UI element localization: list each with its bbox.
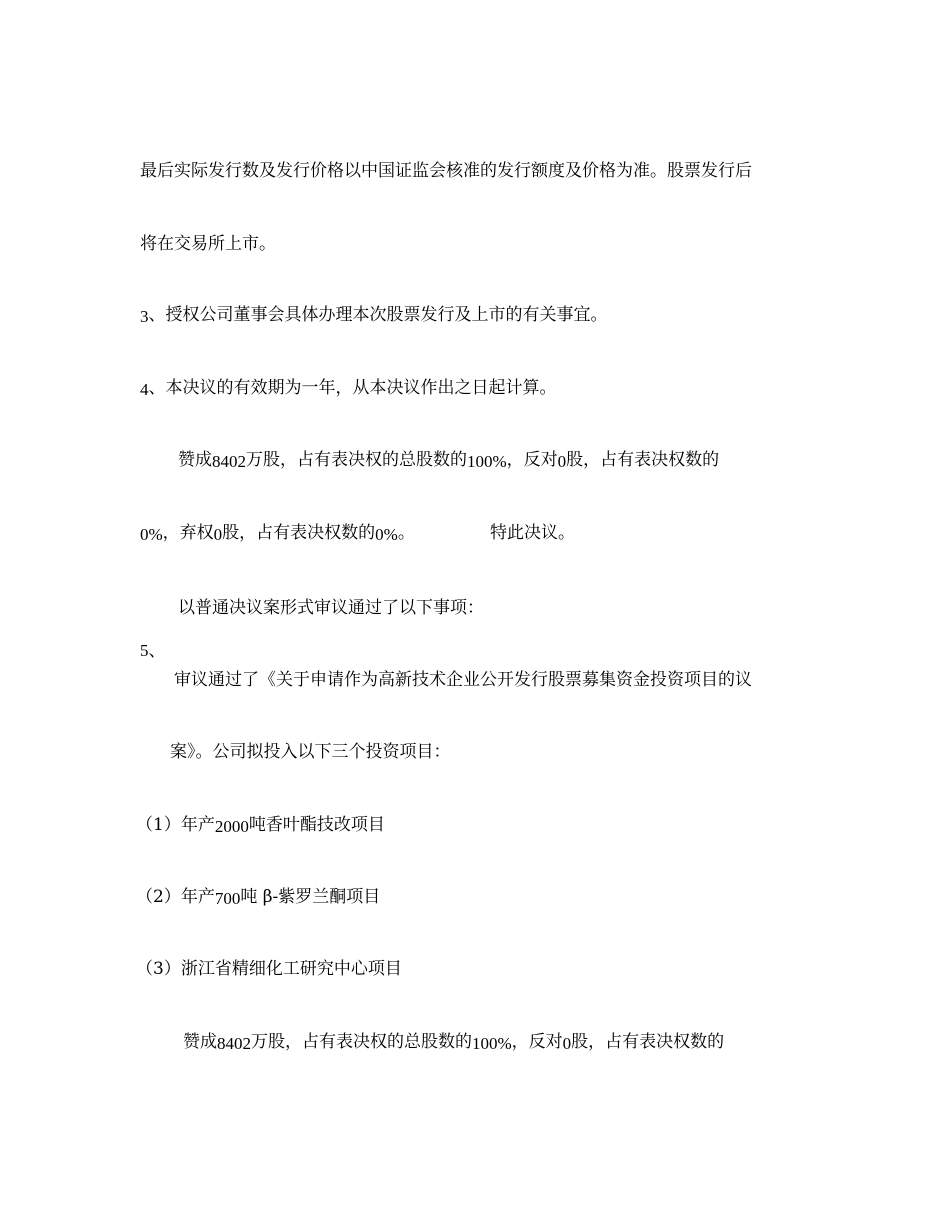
number-span: 100% bbox=[472, 1034, 512, 1053]
item-number: 3 bbox=[140, 307, 149, 326]
text-span: （1）年产 bbox=[136, 815, 215, 835]
text-span: 吨 β-紫罗兰酮项目 bbox=[240, 887, 381, 907]
number-span: 8402 bbox=[217, 1034, 251, 1053]
item-text: 、本决议的有效期为一年，从本决议作出之日起计算。 bbox=[148, 378, 557, 398]
item-number: 4 bbox=[140, 380, 149, 399]
resolution-text bbox=[490, 522, 575, 544]
text-span: 赞成 bbox=[178, 450, 212, 470]
text-span: 吨香叶酯技改项目 bbox=[248, 815, 385, 835]
text-span: 万股，占有表决权的总股数的 bbox=[246, 450, 467, 470]
paragraph-line bbox=[140, 233, 276, 255]
text-span: （2）年产 bbox=[136, 887, 215, 907]
paragraph-line bbox=[140, 160, 752, 182]
number-span: 0 bbox=[213, 525, 223, 544]
ordinary-resolution-intro bbox=[178, 597, 484, 619]
project-item-2 bbox=[136, 886, 380, 908]
project-item-3 bbox=[136, 958, 402, 980]
project-item-1 bbox=[136, 814, 385, 836]
list-item-5-line-1 bbox=[174, 669, 752, 691]
list-item-4 bbox=[140, 377, 557, 399]
text-span: 股，占有表决权数的 bbox=[222, 523, 376, 543]
vote-result-line-2 bbox=[140, 522, 415, 544]
number-span: 2000 bbox=[214, 817, 249, 836]
text-span: 万股，占有表决权的总股数的 bbox=[251, 1032, 472, 1052]
text-span: 案》。公司拟投入以下三个投资项目： bbox=[170, 742, 451, 762]
list-item-5-line-2 bbox=[170, 741, 451, 763]
number-span: 0 bbox=[557, 452, 567, 471]
list-item-3 bbox=[140, 304, 608, 326]
item-text: 、授权公司董事会具体办理本次股票发行及上市的有关事宜。 bbox=[148, 305, 608, 325]
number-span: 0 bbox=[562, 1034, 572, 1053]
text-span: ，弃权 bbox=[162, 523, 214, 543]
text-span: 以普通决议案形式审议通过了以下事项： bbox=[178, 598, 484, 618]
number-span: 8402 bbox=[212, 452, 246, 471]
number-span: 0% bbox=[375, 525, 398, 544]
number-span: 700 bbox=[214, 889, 241, 908]
vote-result-line-3 bbox=[183, 1031, 724, 1053]
number-span: 0% bbox=[140, 525, 163, 544]
text-span: 审议通过了《关于申请作为高新技术企业公开发行股票募集资金投资项目的议 bbox=[174, 670, 752, 690]
item-number: 5、 bbox=[140, 641, 166, 660]
text-span: 将在交易所上市。 bbox=[140, 234, 276, 254]
text-span: 。 bbox=[397, 523, 415, 543]
text-span: 最后实际发行数及发行价格以中国证监会核准的发行额度及价格为准。股票发行后 bbox=[140, 161, 752, 181]
text-span: （3）浙江省精细化工研究中心项目 bbox=[136, 959, 402, 979]
list-item-5-number bbox=[140, 638, 166, 660]
text-span: 赞成 bbox=[183, 1032, 217, 1052]
text-span: ，反对 bbox=[511, 1032, 563, 1052]
vote-result-line-1 bbox=[178, 449, 719, 471]
text-span: 股，占有表决权数的 bbox=[571, 1032, 725, 1052]
text-span: 特此决议。 bbox=[490, 523, 575, 543]
text-span: 股，占有表决权数的 bbox=[566, 450, 720, 470]
number-span: 100% bbox=[467, 452, 507, 471]
text-span: ，反对 bbox=[506, 450, 558, 470]
